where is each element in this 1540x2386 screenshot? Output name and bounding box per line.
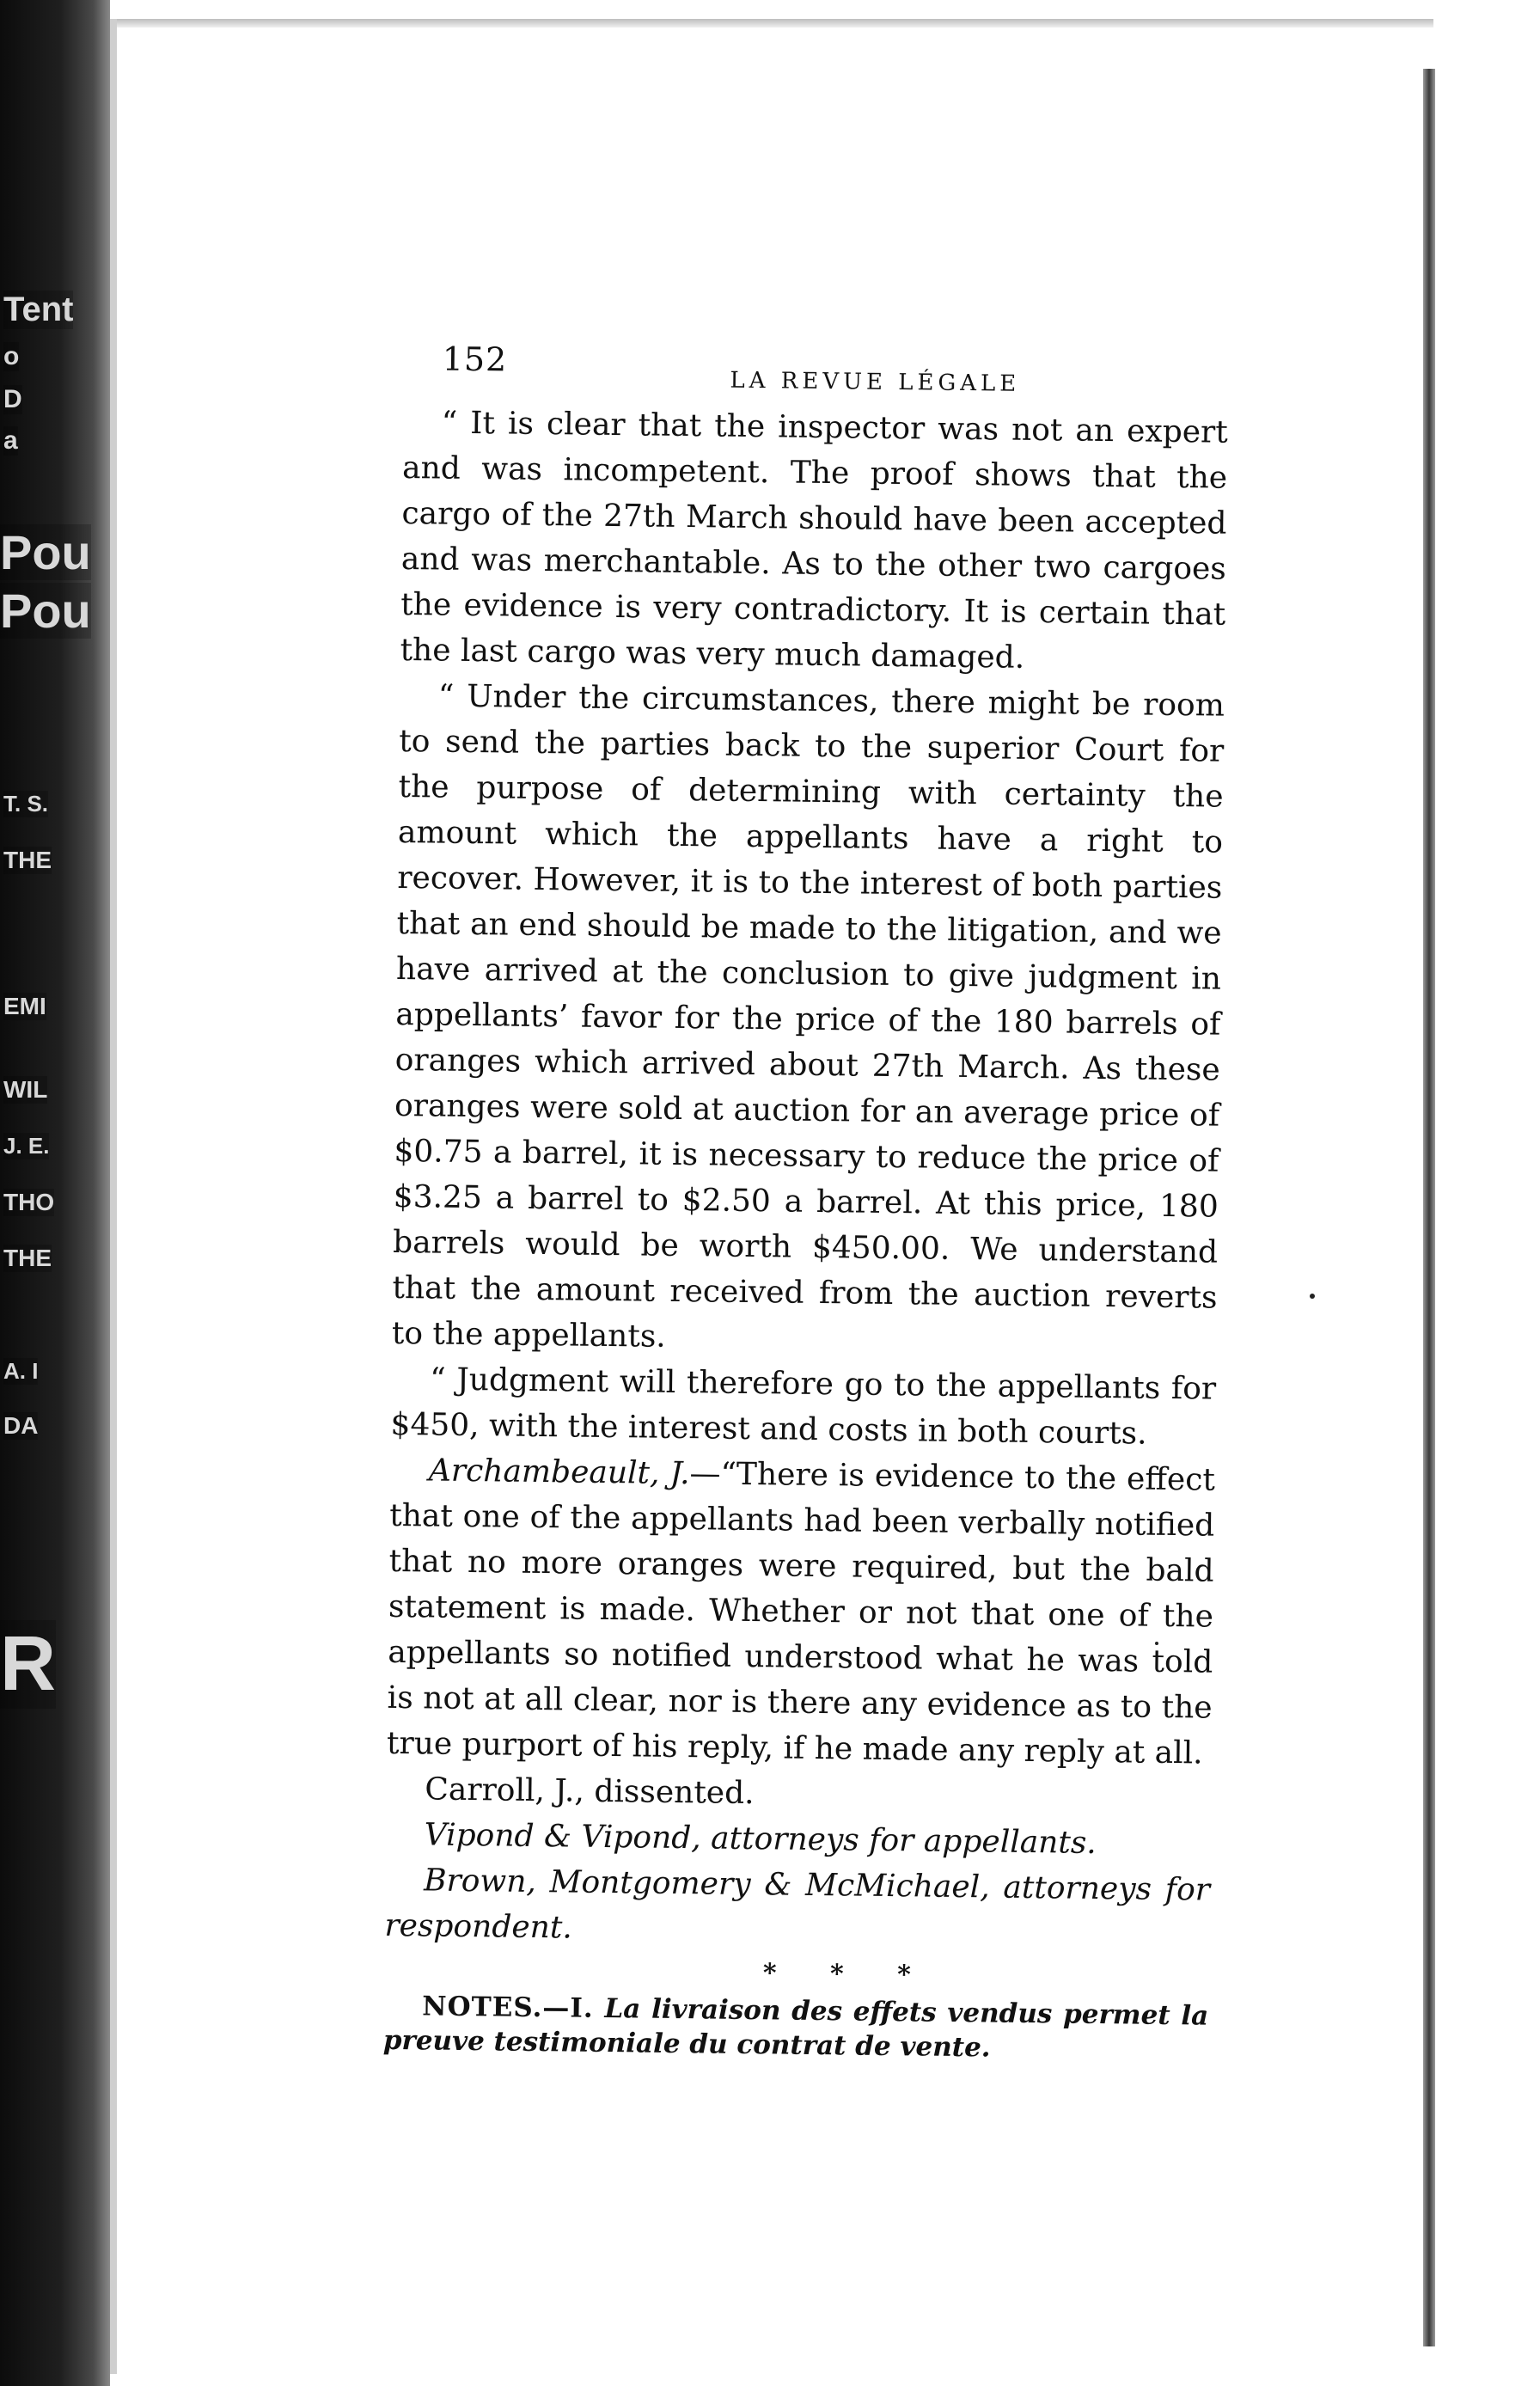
scan-speck <box>1310 1294 1315 1299</box>
section-separator: * * * <box>762 1958 933 1991</box>
respondent-attorneys: Brown, Montgomery & McMichael, attorneys for respondent. <box>384 1863 1211 1946</box>
judgment-text <box>384 400 1228 1959</box>
margin-fragment: THE <box>3 1245 52 1271</box>
page-header <box>403 340 1229 410</box>
margin-fragment: WIL <box>3 1076 48 1103</box>
paragraph-archambeault <box>387 1447 1215 1777</box>
paragraph-judgment: “ Judgment will therefore go to the appellants for $450, with the interest and costs in both courts. <box>390 1361 1217 1452</box>
margin-fragment: J. E. <box>3 1133 50 1159</box>
margin-fragment: Tent <box>3 291 74 328</box>
archambeault-opinion: —“There is evidence to the effect that one of the appellants had been verbally notified that no more oranges were required, but the bald statement is made. Whether or not that one of the appellants so notified understood what he was told is not at all clear, nor is there any evidence as to the true purport of his reply, if he made any reply at all. <box>386 1456 1216 1771</box>
margin-fragment: Pou <box>0 584 91 638</box>
page-number: 152 <box>442 340 508 379</box>
judge-name: Archambeault, J. <box>428 1453 690 1492</box>
page-top-border <box>110 19 1433 28</box>
margin-fragment: D <box>3 385 22 413</box>
document-page <box>383 340 1229 2068</box>
appellants-attorneys: Vipond & Vipond, attorneys for appellants. <box>424 1817 1097 1861</box>
page-left-border <box>110 19 117 2374</box>
paragraph-inspector: “ It is clear that the inspector was not an expert and was incompetent. The proof shows that the cargo of the 27th March should have been accepted and was merchantable. As to the other two cargoes the evidence is very contradictory. It is certain that the last cargo was very much damaged. <box>400 405 1228 676</box>
margin-fragment: o <box>3 342 20 370</box>
notes-label: NOTES.—I. <box>422 1991 594 2024</box>
margin-fragment: THO <box>3 1189 55 1215</box>
margin-fragment: THE <box>3 847 52 873</box>
margin-fragment: A. I <box>3 1358 39 1384</box>
margin-fragment: T. S. <box>3 791 49 817</box>
dissent-line: Carroll, J., dissented. <box>425 1771 755 1812</box>
notes <box>383 1989 1209 2068</box>
page-right-fold <box>1423 69 1435 2346</box>
notes-text: La livraison des effets vendus permet la preuve testimoniale du contrat de vente. <box>382 1992 1209 2064</box>
paragraph-circumstances: “ Under the circumstances, there might be room to send the parties back to the superior Court for the purpose of determining with certainty the amount which the appellants have a right to recover. However, it is to the interest of both parties that an end should be made to the litigation, and we have arrived at the conclusion to give judgment in appellants’ favor for the price of the 180 barrels of oranges which arrived about 27th March. As these oranges were sold at auction for an average price of $0.75 a barrel, it is necessary to reduce the price of $3.25 a barrel to $2.50 a barrel. At this price, 180 barrels would be worth $450.00. We understand that the amount received from the auction reverts to the appellants. <box>391 678 1225 1355</box>
margin-fragment: Pou <box>0 525 91 579</box>
margin-fragment: R <box>0 1621 56 1707</box>
margin-fragment: a <box>3 426 18 455</box>
margin-fragment: EMI <box>3 993 46 1019</box>
running-head: LA REVUE LÉGALE <box>730 367 1021 397</box>
margin-fragment: DA <box>3 1412 39 1439</box>
